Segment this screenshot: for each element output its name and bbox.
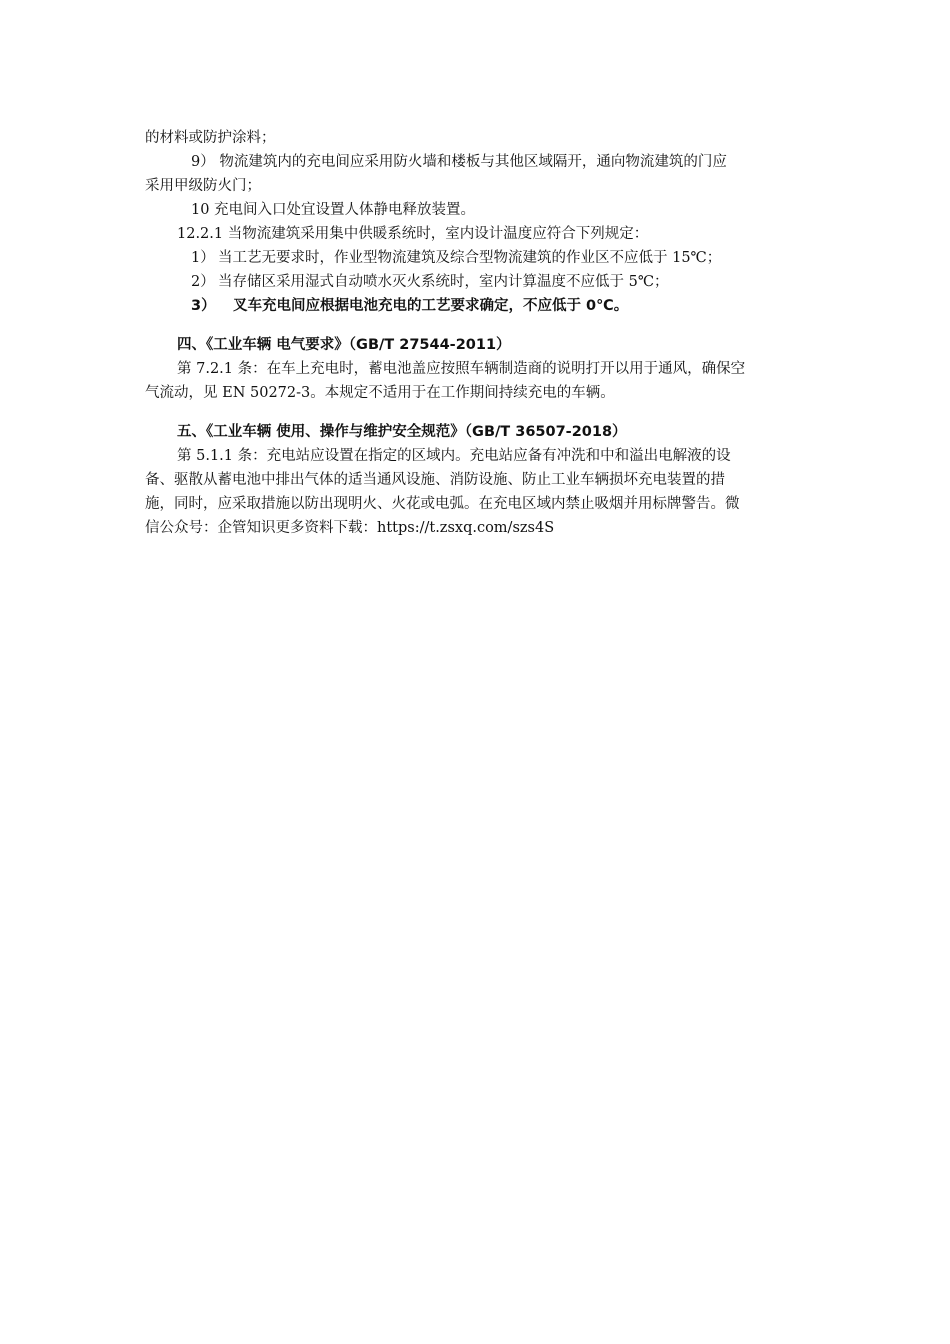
paragraph-line: 备、驱散从蓄电池中排出气体的适当通风设施、消防设施、防止工业车辆损坏充电装置的措 xyxy=(145,472,725,488)
list-item-text: 叉车充电间应根据电池充电的工艺要求确定，不应低于 0℃。 xyxy=(233,298,629,314)
paragraph-line: 施，同时，应采取措施以防出现明火、火花或电弧。在充电区域内禁止吸烟并用标牌警告。微 xyxy=(145,496,740,512)
clause-12-2-1: 12.2.1 当物流建筑采用集中供暖系统时，室内设计温度应符合下列规定： xyxy=(177,226,649,242)
list-item-number: 1） xyxy=(191,250,215,266)
section-heading-5: 五、《工业车辆 使用、操作与维护安全规范》（GB/T 36507-2018） xyxy=(177,424,627,440)
spacer xyxy=(145,318,810,333)
list-item-bold xyxy=(145,294,810,318)
paragraph-line: 的材料或防护涂料； xyxy=(145,130,276,146)
paragraph-line: 信公众号：企管知识更多资料下载：https://t.zsxq.com/szs4S xyxy=(145,520,555,536)
section-heading-4: 四、《工业车辆 电气要求》（GB/T 27544-2011） xyxy=(177,337,511,353)
list-item-number: 3） xyxy=(191,298,216,314)
paragraph-line: 第 7.2.1 条：在车上充电时，蓄电池盖应按照车辆制造商的说明打开以用于通风，确保空 xyxy=(177,361,746,377)
paragraph-line: 气流动，见 EN 50272-3。本规定不适用于在工作期间持续充电的车辆。 xyxy=(145,385,615,401)
spacer xyxy=(145,405,810,420)
list-item xyxy=(145,270,810,294)
paragraph-line: 9） 物流建筑内的充电间应采用防火墙和楼板与其他区域隔开，通向物流建筑的门应 xyxy=(191,154,727,170)
paragraph-line: 10 充电间入口处宜设置人体静电释放装置。 xyxy=(191,202,476,218)
list-item xyxy=(145,246,810,270)
paragraph-line: 采用甲级防火门； xyxy=(145,178,261,194)
paragraph-line: 第 5.1.1 条：充电站应设置在指定的区域内。充电站应备有冲洗和中和溢出电解液的设 xyxy=(177,448,731,464)
list-item-text: 当工艺无要求时，作业型物流建筑及综合型物流建筑的作业区不应低于 15℃； xyxy=(218,250,722,266)
list-item-number: 2） xyxy=(191,274,215,290)
list-item-text: 当存储区采用湿式自动喷水灭火系统时，室内计算温度不应低于 5℃； xyxy=(218,274,669,290)
document-body xyxy=(145,126,810,540)
